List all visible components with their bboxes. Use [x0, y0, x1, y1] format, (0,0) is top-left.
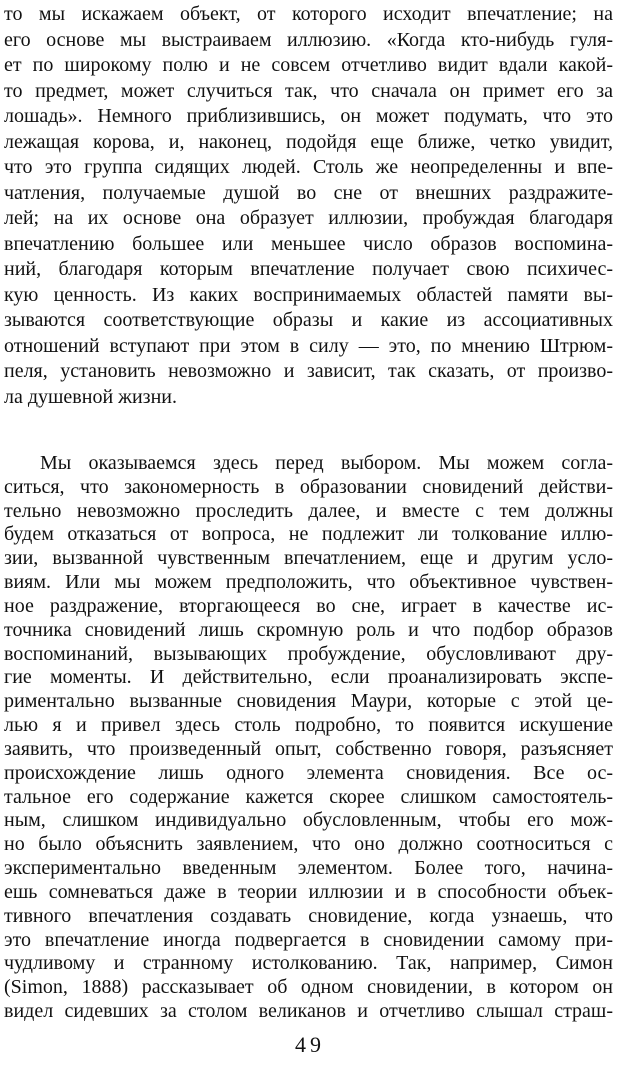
text-line: ний, благодаря которым впечатление получает свою психичес- — [4, 258, 613, 280]
text-line: Мы оказываемся здесь перед выбором. Мы можем согла- — [40, 452, 613, 474]
text-line: пеля, установить невозможно и зависит, так сказать, от произво- — [4, 360, 613, 382]
text-line: это впечатление иногда подвергается в сновидении самому при- — [4, 928, 613, 951]
text-line: ситься, что закономерность в образовании сновидений действи- — [4, 475, 613, 498]
text-line: заявить, что произведенный опыт, собственно говоря, разъясняет — [4, 737, 613, 760]
text-line: зии, вызванной чувственным впечатлением, еще и другим усло- — [4, 547, 613, 570]
text-line: виям. Или мы можем предположить, что объективное чувствен- — [4, 571, 613, 594]
text-line: воспоминаний, вызывающих пробуждение, обусловливают дру- — [4, 642, 613, 665]
text-line: то предмет, может случиться так, что сначала он примет его за — [4, 79, 613, 102]
text-line: лошадь». Немного приблизившись, он может подумать, что это — [4, 105, 613, 127]
text-line: лей; на их основе она образует иллюзии, пробуждая благодаря — [4, 207, 613, 229]
text-line: риментально вызванные сновидения Маури, которые с этой це- — [4, 690, 613, 713]
text-line: впечатлению большее или меньшее число образов воспомина- — [4, 232, 613, 255]
text-line: экспериментально введенным элементом. Более того, начина- — [4, 857, 613, 880]
text-line: тивного впечатления создавать сновидение, когда узнаешь, что — [4, 904, 613, 927]
text-line: то мы искажаем объект, от которого исходит впечатление; на — [4, 3, 613, 25]
text-line: тельно невозможно проследить далее, и вместе с тем должны — [4, 499, 613, 522]
text-line: будем отказаться от вопроса, не подлежит ли толкование иллю- — [4, 523, 613, 546]
text-line: ешь сомневаться даже в теории иллюзии и в способности объек- — [4, 880, 613, 903]
text-line: чатления, получаемые душой во сне от внешних раздражите- — [4, 181, 613, 204]
text-line: тальное его содержание кажется скорее слишком самостоятель- — [4, 785, 613, 808]
text-line: ет по широкому полю и не совсем отчетливо видит вдали какой- — [4, 54, 613, 76]
text-line: ное раздражение, вторгающееся во сне, играет в качестве ис- — [4, 594, 613, 617]
text-line: отношений вступают при этом в силу — это, по мнению Штрюм- — [4, 334, 613, 357]
text-line: гие моменты. И действительно, если проанализировать экспе- — [4, 666, 613, 689]
text-line: ла душевной жизни. — [4, 385, 177, 408]
text-line: лью я и привел здесь столь подробно, то появится искушение — [4, 714, 613, 737]
text-line: его основе мы выстраиваем иллюзию. «Когда кто-нибудь гуля- — [4, 28, 613, 51]
text-line: чудливому и странному истолкованию. Так, например, Симон — [4, 952, 613, 975]
text-line: точника сновидений лишь скромную роль и что подбор образов — [4, 618, 613, 641]
text-line: происхождение лишь одного элемента сновидения. Все ос- — [4, 761, 613, 784]
text-line: видел сидевших за столом великанов и отчетливо слышал страш- — [4, 1000, 613, 1022]
text-line: лежащая корова, и, наконец, подойдя еще ближе, четко увидит, — [4, 130, 613, 153]
text-line: (Simon, 1888) рассказывает об одном сновидении, в котором он — [4, 976, 613, 999]
text-line: что это группа сидящих людей. Столь же неопределенны и впе- — [4, 156, 613, 178]
text-line: но было объяснить заявлением, что оно должно соотноситься с — [4, 833, 613, 856]
text-line: кую ценность. Из каких воспринимаемых областей памяти вы- — [4, 283, 613, 306]
page-number: 49 — [295, 1032, 325, 1057]
text-line: зываются соответствующие образы и какие из ассоциативных — [4, 309, 613, 331]
text-line: ным, слишком индивидуально обусловленным, чтобы его мож- — [4, 809, 613, 832]
